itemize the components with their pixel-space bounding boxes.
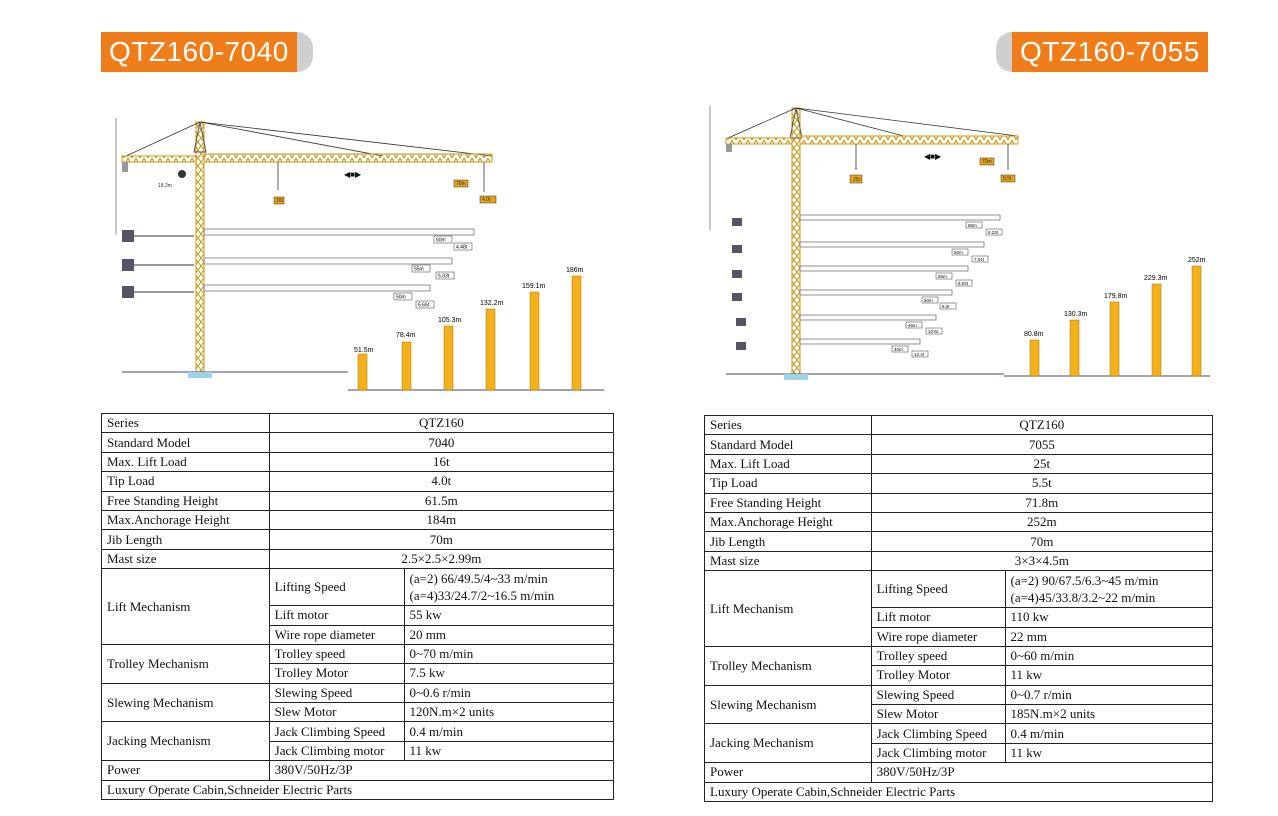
- svg-text:12.4t: 12.4t: [914, 352, 925, 357]
- svg-text:40m: 40m: [894, 347, 903, 352]
- table-row: Tip Load 4.0t: [102, 472, 614, 491]
- svg-text:80.8m: 80.8m: [1024, 331, 1044, 338]
- right-label-jib-length: 70m: [982, 159, 992, 165]
- svg-text:4.48t: 4.48t: [456, 244, 468, 251]
- left-title-cap: [297, 32, 313, 72]
- svg-text:55m: 55m: [414, 266, 424, 273]
- svg-text:60m: 60m: [954, 250, 963, 255]
- left-height-bars: [354, 267, 584, 390]
- table-row: Free Standing Height 61.5m: [102, 491, 614, 510]
- svg-text:8.04t: 8.04t: [958, 281, 969, 286]
- svg-text:45m: 45m: [908, 323, 917, 328]
- table-row: Mast size 2.5×2.5×2.99m: [102, 549, 614, 568]
- table-row: Power 380V/50Hz/3P: [102, 761, 614, 780]
- table-row: Series QTZ160: [705, 416, 1213, 435]
- table-row: Jack Climbing motor 11 kw: [102, 741, 614, 760]
- left-label-tip-load: 4.0t: [482, 197, 491, 203]
- table-row: Jacking Mechanism Jack Climbing Speed 0.4 m/min: [705, 724, 1213, 743]
- table-row: Max.Anchorage Height 184m: [102, 510, 614, 529]
- svg-text:229.3m: 229.3m: [1144, 275, 1168, 282]
- right-title: QTZ160-7055: [1012, 32, 1208, 72]
- svg-text:6.23t: 6.23t: [988, 230, 999, 235]
- table-row: Max. Lift Load 16t: [102, 452, 614, 471]
- svg-text:51.5m: 51.5m: [354, 347, 374, 354]
- svg-text:5.65t: 5.65t: [418, 302, 430, 309]
- left-label-max-load: 16t: [276, 198, 283, 204]
- table-row: Jib Length 70m: [705, 532, 1213, 551]
- table-row: Luxury Operate Cabin,Schneider Electric Parts: [705, 782, 1213, 801]
- svg-text:130.3m: 130.3m: [1064, 311, 1088, 318]
- table-row: Slew Motor 185N.m×2 units: [705, 705, 1213, 724]
- right-crane-diagram: [704, 100, 1214, 390]
- left-label-jib-length: 70m: [456, 181, 466, 187]
- table-row: Slewing Mechanism Slewing Speed 0~0.6 r/min: [102, 683, 614, 702]
- table-row: Trolley Mechanism Trolley speed 0~60 m/min: [705, 646, 1213, 665]
- right-trolley-arrow-icon: ◀■▶: [924, 152, 942, 161]
- table-row: Lift motor 110 kw: [705, 608, 1213, 627]
- table-row: Trolley Motor 11 kw: [705, 666, 1213, 685]
- svg-text:50m: 50m: [396, 294, 406, 301]
- svg-text:50m: 50m: [924, 298, 933, 303]
- svg-text:55m: 55m: [938, 274, 947, 279]
- right-spec-table: [704, 415, 1213, 802]
- svg-text:10.6t: 10.6t: [928, 329, 939, 334]
- svg-text:5.03t: 5.03t: [438, 273, 450, 280]
- table-row: Wire rope diameter 22 mm: [705, 627, 1213, 646]
- left-title-badge: [101, 32, 313, 72]
- table-row: Power 380V/50Hz/3P: [705, 763, 1213, 782]
- table-row: Wire rope diameter 20 mm: [102, 625, 614, 644]
- table-row: Free Standing Height 71.8m: [705, 493, 1213, 512]
- svg-text:179.8m: 179.8m: [1104, 293, 1128, 300]
- svg-text:65m: 65m: [968, 223, 977, 228]
- table-row: Slew Motor 120N.m×2 units: [102, 703, 614, 722]
- table-row: Lift Mechanism Lifting Speed (a=2) 66/49.5/4~33 m/min (a=4)33/24.7/2~16.5 m/min: [102, 569, 614, 606]
- left-counter-jib: [122, 156, 196, 162]
- right-label-max-load: 25t: [853, 177, 860, 183]
- table-row: Mast size 3×3×4.5m: [705, 551, 1213, 570]
- svg-text:105.3m: 105.3m: [438, 317, 462, 324]
- left-jib-options: [122, 229, 474, 309]
- left-jib: [204, 154, 492, 162]
- right-mast: [792, 108, 800, 376]
- right-counter-jib: [726, 138, 792, 144]
- table-row: Lift motor 55 kw: [102, 606, 614, 625]
- table-row: Trolley Motor 7.5 kw: [102, 664, 614, 683]
- left-crane-diagram: [108, 110, 608, 400]
- table-row: Series QTZ160: [102, 414, 614, 433]
- table-row: Jib Length 70m: [102, 530, 614, 549]
- table-row: Tip Load 5.5t: [705, 474, 1213, 493]
- right-height-bars: [1024, 257, 1206, 376]
- left-trolley-arrow-icon: ◀■▶: [344, 170, 362, 179]
- svg-text:186m: 186m: [566, 267, 584, 274]
- table-row: Standard Model 7055: [705, 435, 1213, 454]
- table-row: Luxury Operate Cabin,Schneider Electric Parts: [102, 780, 614, 799]
- left-spec-table: [101, 413, 614, 800]
- table-row: Slewing Mechanism Slewing Speed 0~0.7 r/min: [705, 685, 1213, 704]
- right-jib-options: [732, 215, 1002, 357]
- svg-text:252m: 252m: [1188, 257, 1206, 264]
- table-row: Standard Model 7040: [102, 433, 614, 452]
- svg-text:132.2m: 132.2m: [480, 300, 504, 307]
- left-mast: [196, 122, 204, 374]
- right-jib: [800, 136, 1018, 144]
- table-row: Max.Anchorage Height 252m: [705, 512, 1213, 531]
- left-title: QTZ160-7040: [101, 32, 297, 72]
- table-row: Max. Lift Load 25t: [705, 454, 1213, 473]
- left-label-reach: 18.2m: [158, 183, 172, 189]
- table-row: Trolley Mechanism Trolley speed 0~70 m/min: [102, 644, 614, 663]
- table-row: Jack Climbing motor 11 kw: [705, 743, 1213, 762]
- table-row: Jacking Mechanism Jack Climbing Speed 0.4 m/min: [102, 722, 614, 741]
- right-title-badge: [996, 32, 1208, 72]
- svg-text:7.01t: 7.01t: [974, 257, 985, 262]
- svg-text:159.1m: 159.1m: [522, 283, 546, 290]
- svg-text:60m: 60m: [436, 237, 446, 244]
- right-title-cap: [996, 32, 1012, 72]
- right-label-tip-load: 5.5t: [1003, 176, 1012, 182]
- svg-text:9.2t: 9.2t: [942, 304, 950, 309]
- table-row: Lift Mechanism Lifting Speed (a=2) 90/67.5/6.3~45 m/min (a=4)45/33.8/3.2~22 m/min: [705, 571, 1213, 608]
- svg-text:78.4m: 78.4m: [396, 332, 416, 339]
